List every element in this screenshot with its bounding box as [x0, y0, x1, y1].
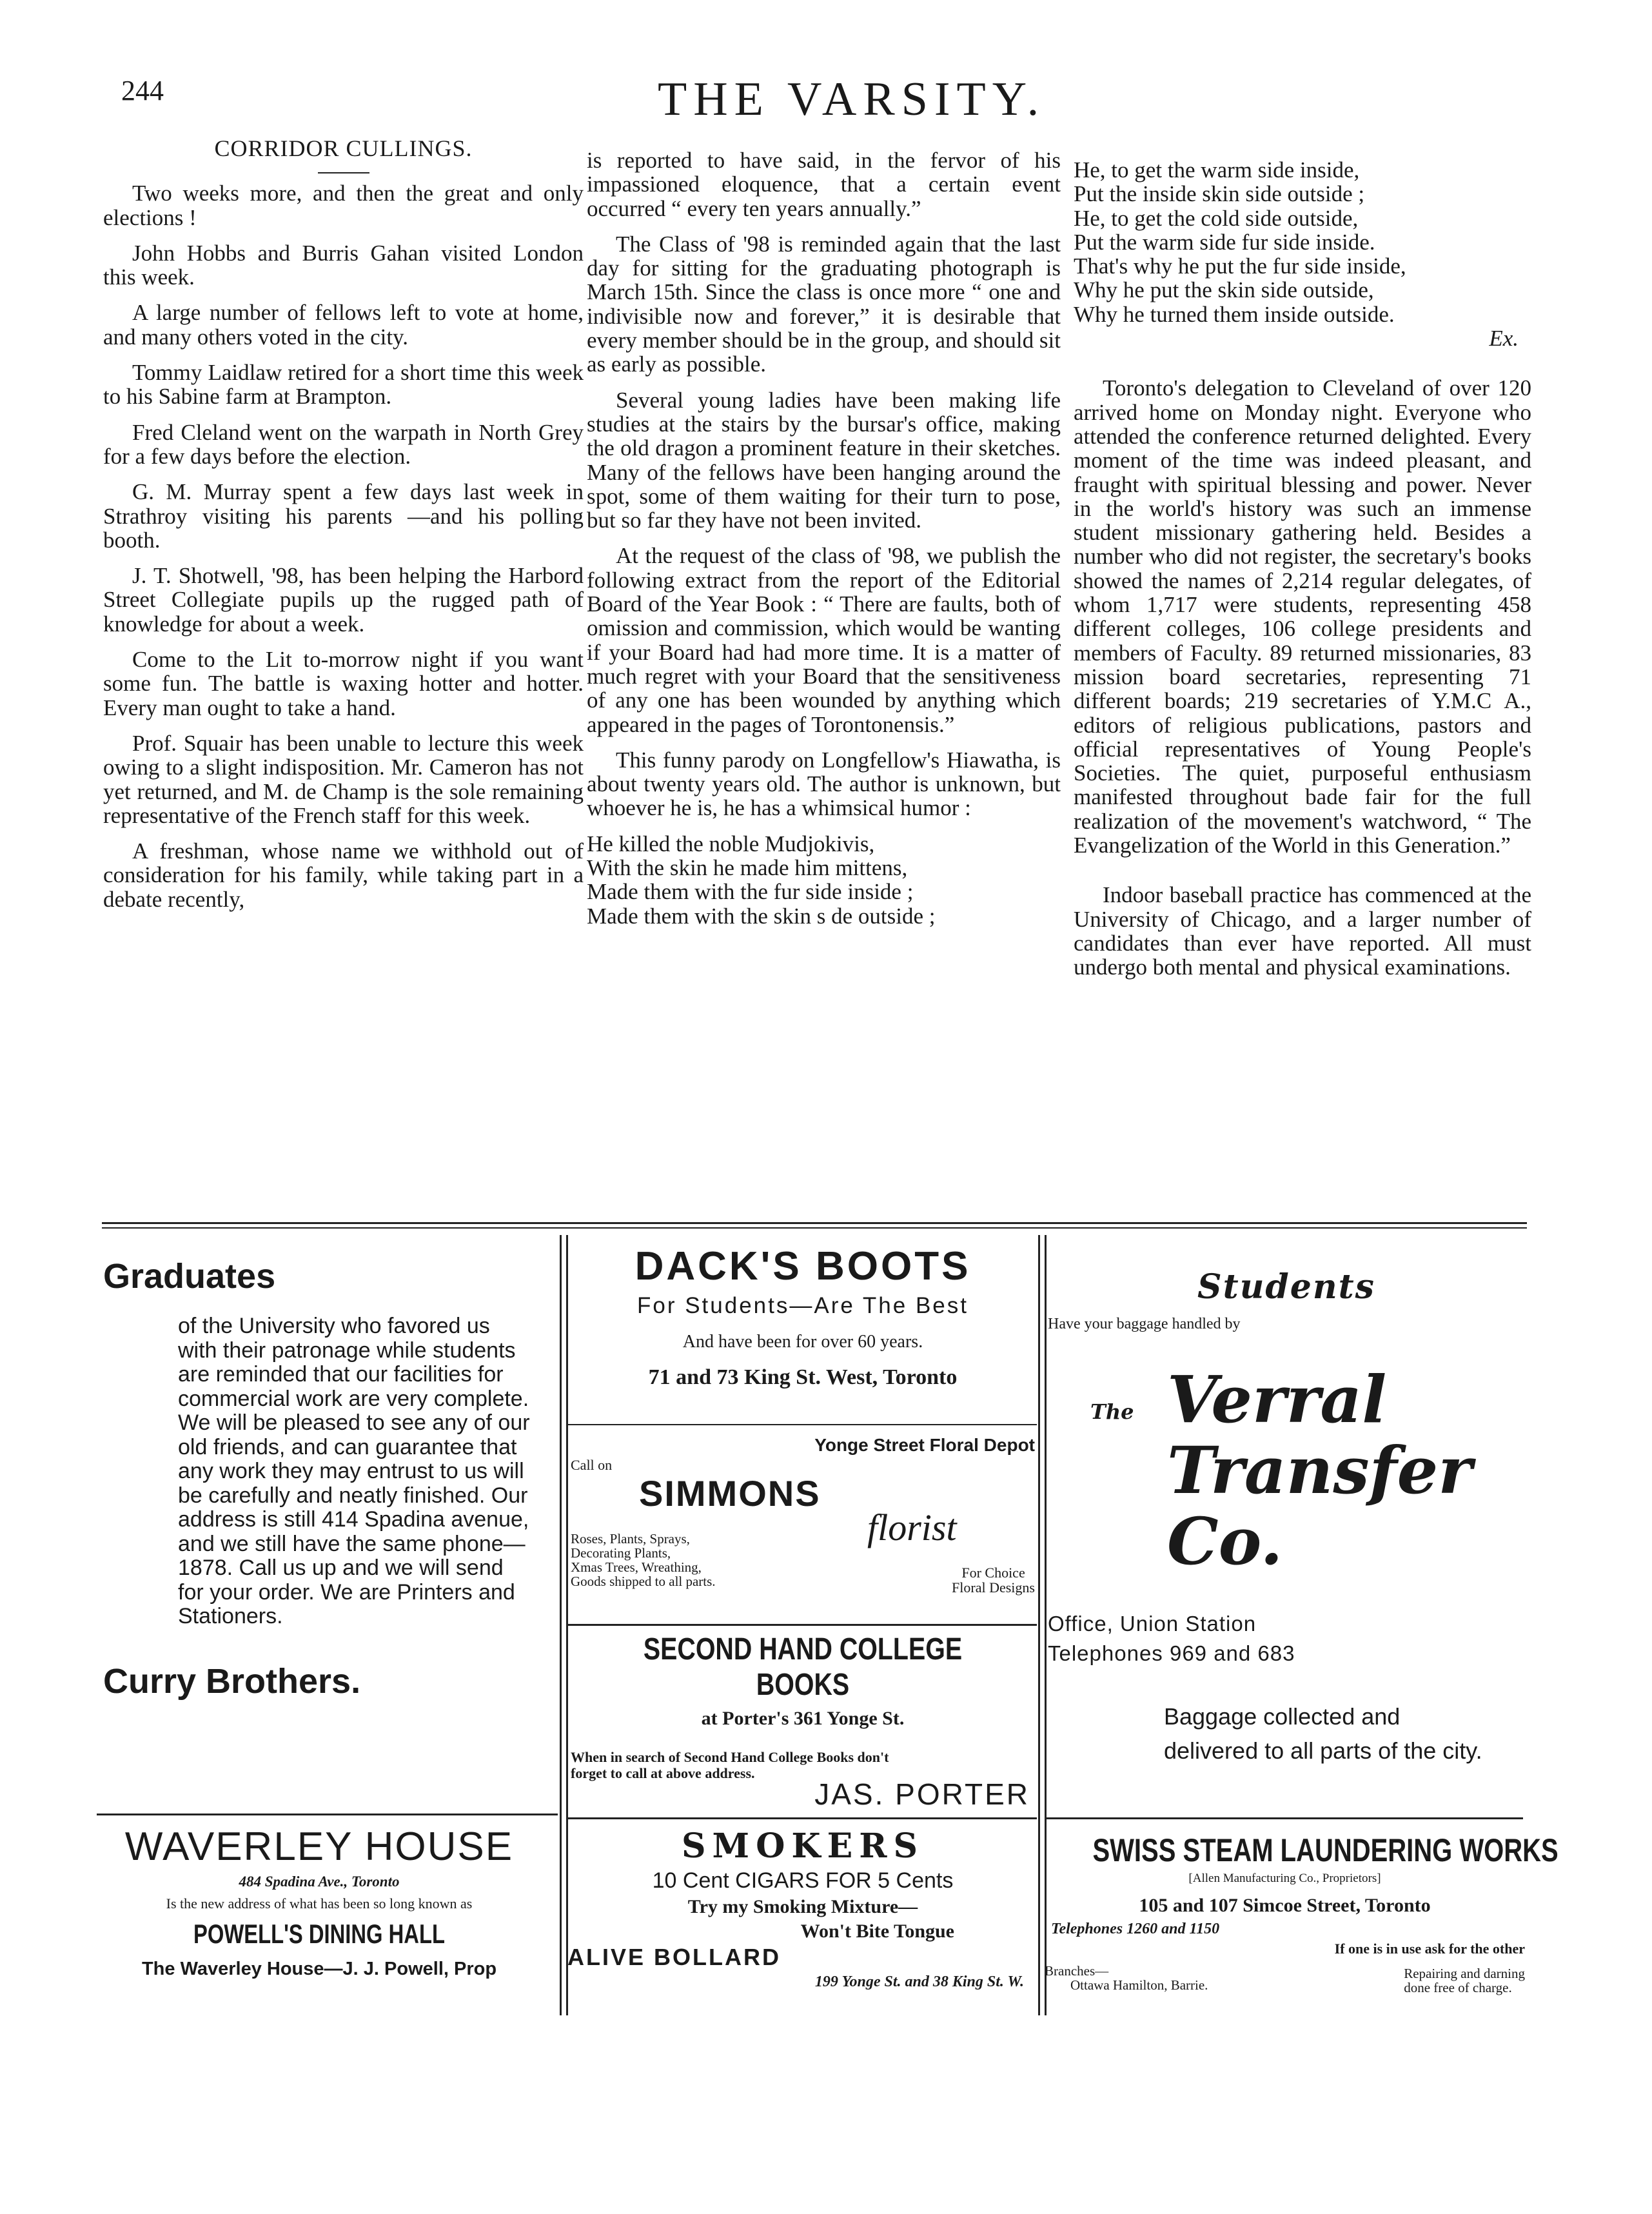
ad-body: Baggage collected and delivered to all parts of the city.: [1164, 1703, 1482, 1764]
waverley-house-ad: [90, 1824, 548, 1980]
ad-line: Yonge Street Floral Depot: [814, 1435, 1035, 1455]
poem-line: Put the inside skin side outside ;: [1074, 181, 1365, 207]
porter-ad: [571, 1632, 1035, 1815]
paragraph: Tommy Laidlaw retired for a short time this week to his Sabine farm at Brampton.: [103, 360, 584, 410]
poem: [587, 832, 1061, 928]
ad-separator: [567, 1817, 1037, 1819]
ad-title: WAVERLEY HOUSE: [124, 1824, 514, 1869]
poem-source: Ex.: [1489, 326, 1519, 351]
ad-title: florist: [867, 1507, 957, 1548]
ad-line: Won't Bite Tongue: [800, 1921, 954, 1942]
ad-line: Call on: [571, 1457, 613, 1473]
ad-subtitle: at Porter's 361 Yonge St.: [701, 1708, 905, 1729]
poem-line: He, to get the cold side outside,: [1074, 205, 1359, 231]
column-1: [103, 137, 584, 911]
divider-rule: [102, 1227, 1527, 1229]
ad-body: of the University who favored us with their patronage while students are reminded that our facilities for commercial work are very complete. We will be pleased to see any of our old friends, and can guarantee that any work they may entrust to us will be carefully and neatly finished. Our address is still 414 Spadina avenue, and we still have the same phone— 1878. Call us up and we will send for your order. We are Printers and Stationers.: [178, 1314, 530, 1628]
ad-title: SMOKERS: [681, 1826, 924, 1866]
ad-line: Branches—: [1045, 1963, 1109, 1979]
ad-address: 105 and 107 Simcoe Street, Toronto: [1139, 1895, 1431, 1916]
ad-line: For Choice: [961, 1565, 1025, 1581]
ad-line: Telephones 969 and 683: [1048, 1641, 1295, 1665]
poem-line: Why he turned them inside outside.: [1074, 301, 1395, 327]
ad-line: Xmas Trees, Wreathing,: [571, 1559, 702, 1575]
poem: [1074, 158, 1531, 326]
paragraph: Toronto's delegation to Cleveland of over 120 arrived home on Monday night. Everyone who attended the conference returned delighted. Every moment of the time was indeed pleasant, and fraught with spiritual blessing and power. Never in the world's history was such an immense student missionary gathering held. Besides a number who did not register, the secretary's books showed the names of 2,214 regular delegates, of whom 1,717 were students, representing 458 different colleges, 106 college presidents and members of Faculty. 89 returned missionaries, 83 mission board secretaries, representing 71 different boards; 219 secretaries of Y.M.C A., editors of religious publications, pastors and official representatives of Young People's Societies. The quiet, purposeful enthusiasm manifested throughout bade fair for the full realization of the movement's watchword, “ The Evangelization of the World in this Generation.”: [1074, 375, 1531, 858]
swiss-laundering-ad: [1045, 1832, 1559, 2002]
ad-contact: [1048, 1609, 1295, 1668]
masthead: THE VARSITY.: [658, 73, 1046, 126]
ad-title: DACK'S BOOTS: [634, 1244, 971, 1289]
paragraph: This funny parody on Longfellow's Hiawatha, is about twenty years old. The author is unknown, but whoever he is, he has a whimsical humor :: [587, 747, 1061, 821]
poem-line: Put the warm side fur side inside.: [1074, 229, 1375, 255]
ad-address: 484 Spadina Ave., Toronto: [239, 1873, 400, 1890]
page-number: 244: [121, 75, 164, 106]
ad-subtitle: ALIVE BOLLARD: [567, 1944, 781, 1970]
divider-rule: [102, 1222, 1527, 1224]
poem-line: He, to get the warm side inside,: [1074, 157, 1360, 183]
poem-line: Why he put the skin side outside,: [1074, 277, 1374, 303]
ad-line: Goods shipped to all parts.: [571, 1574, 716, 1589]
paragraph: Come to the Lit to-morrow night if you want some fun. The battle is waxing hotter and hotter. Every man ought to take a hand.: [103, 647, 584, 720]
paragraph: G. M. Murray spent a few days last week in Strathroy visiting his parents —and his polling booth.: [103, 479, 584, 553]
paragraph: is reported to have said, in the fervor of his impassioned eloquence, that a certain event occurred “ every ten years annually.”: [587, 148, 1061, 221]
ad-border: [1038, 1235, 1040, 2015]
ad-title: SIMMONS: [639, 1473, 821, 1514]
ad-line: When in search of Second Hand College Books don't: [571, 1749, 889, 1765]
ad-line: done free of charge.: [1404, 1980, 1512, 1995]
graduates-ad: [103, 1256, 555, 1701]
ad-line: [Allen Manufacturing Co., Proprietors]: [1188, 1872, 1381, 1885]
smokers-ad: [567, 1826, 1038, 1991]
poem-line: With the skin he made him mittens,: [587, 855, 908, 881]
paragraph: Several young ladies have been making life studies at the stairs by the bursar's office, making the old dragon a prominent feature in their sketches. Many of the fellows have been hanging around the spot, some of them waiting for their turn to pose, but so far they have not been invited.: [587, 387, 1061, 533]
ad-line: Roses, Plants, Sprays,: [571, 1531, 690, 1547]
ad-subtitle: For Students—Are The Best: [636, 1293, 969, 1318]
ad-line: Floral Designs: [952, 1579, 1035, 1596]
ad-subtitle: POWELL'S DINING HALL: [193, 1919, 445, 1949]
paragraph: At the request of the class of '98, we publish the following extract from the report of the Editorial Board of the Year Book : “ There are faults, both of omission and commission, which would be wanting if your Board had had more time. It is a matter of much regret with your Board that the sensitiveness of any one has been wounded by anything which appeared in the pages of Torontonensis.”: [587, 543, 1061, 737]
paragraph: The Class of '98 is reminded again that the last day for sitting for the graduating photograph is March 15th. Since the class is once more “ one and indivisible now and forever,” it is desirable that every member should be in the group, and should sit as early as possible.: [587, 231, 1061, 377]
paragraph: Fred Cleland went on the warpath in North Grey for a few days before the election.: [103, 419, 584, 469]
section-heading: CORRIDOR CULLINGS.: [214, 135, 473, 161]
simmons-ad: [571, 1435, 1035, 1622]
ad-separator: [567, 1424, 1037, 1425]
ad-line: forget to call at above address.: [571, 1765, 755, 1781]
ad-line: Repairing and darning: [1404, 1966, 1525, 1981]
ad-separator: [97, 1814, 558, 1815]
ad-line: Ottawa Hamilton, Barrie.: [1070, 1977, 1208, 1993]
ad-line: Have your baggage handled by: [1048, 1316, 1241, 1332]
poem-line: Made them with the skin s de outside ;: [587, 903, 936, 929]
ad-title: Graduates: [103, 1257, 276, 1296]
ad-line: Is the new address of what has been so long known as: [166, 1895, 473, 1912]
ad-address: 199 Yonge St. and 38 King St. W.: [814, 1973, 1024, 1990]
poem-line: He killed the noble Mudjokivis,: [587, 831, 875, 856]
ad-branches: [1045, 1964, 1525, 2002]
ad-line: And have been for over 60 years.: [682, 1332, 923, 1352]
paragraph: Indoor baseball practice has commenced at the University of Chicago, and a larger number of candidates than ever have reported. All must undergo both mental and physical examinations.: [1074, 882, 1531, 980]
ad-title: Students: [1197, 1267, 1375, 1307]
ad-signature: Curry Brothers.: [103, 1661, 361, 1701]
company-name: [1167, 1361, 1472, 1579]
ad-list: [571, 1532, 716, 1588]
ad-line: Telephones 1260 and 1150: [1051, 1921, 1220, 1937]
paragraph: A freshman, whose name we withhold out of consideration for his family, while taking part in a debate recently,: [103, 838, 584, 912]
ad-title: Transfer: [1167, 1432, 1472, 1508]
ad-line: The: [1090, 1399, 1134, 1424]
ad-title: SWISS STEAM LAUNDERING WORKS: [1092, 1832, 1559, 1868]
ad-title: Co.: [1167, 1503, 1283, 1579]
paragraph: Prof. Squair has been unable to lecture this week owing to a slight indisposition. Mr. Cameron has not yet returned, and M. de Champ is the sole remaining representative of the French staff for this week.: [103, 730, 584, 828]
ad-line: If one is in use ask for the other: [1334, 1941, 1525, 1957]
column-2: [587, 148, 1061, 928]
verral-transfer-ad: [1048, 1267, 1525, 1809]
ad-address: 71 and 73 King St. West, Toronto: [648, 1365, 958, 1389]
ad-list: [952, 1565, 1035, 1595]
paragraph: Two weeks more, and then the great and only elections !: [103, 181, 584, 230]
ad-line: The Waverley House—J. J. Powell, Prop: [141, 1959, 497, 1979]
ad-border: [560, 1235, 562, 2015]
ad-separator: [1046, 1817, 1523, 1819]
paragraph: John Hobbs and Burris Gahan visited London this week.: [103, 240, 584, 290]
ad-separator: [567, 1624, 1037, 1626]
ad-signature: JAS. PORTER: [814, 1777, 1030, 1811]
dacks-boots-ad: [571, 1243, 1035, 1390]
ad-line: Try my Smoking Mixture—: [687, 1896, 918, 1917]
ad-repair: [1404, 1966, 1525, 1995]
ad-line: Office, Union Station: [1048, 1612, 1257, 1636]
poem-line: Made them with the fur side inside ;: [587, 879, 914, 905]
ad-title: Verral: [1167, 1361, 1387, 1438]
ad-line: Decorating Plants,: [571, 1545, 671, 1561]
column-3: [1074, 158, 1531, 980]
ad-title: SECOND HAND COLLEGE BOOKS: [643, 1632, 963, 1702]
heading-divider: [318, 172, 369, 173]
paragraph: J. T. Shotwell, '98, has been helping the Harbord Street Collegiate pupils up the rugged path of knowledge for about a week.: [103, 563, 584, 637]
poem-line: That's why he put the fur side inside,: [1074, 253, 1406, 279]
ad-line: 10 Cent CIGARS FOR 5 Cents: [652, 1868, 954, 1893]
paragraph: A large number of fellows left to vote at home, and many others voted in the city.: [103, 300, 584, 350]
